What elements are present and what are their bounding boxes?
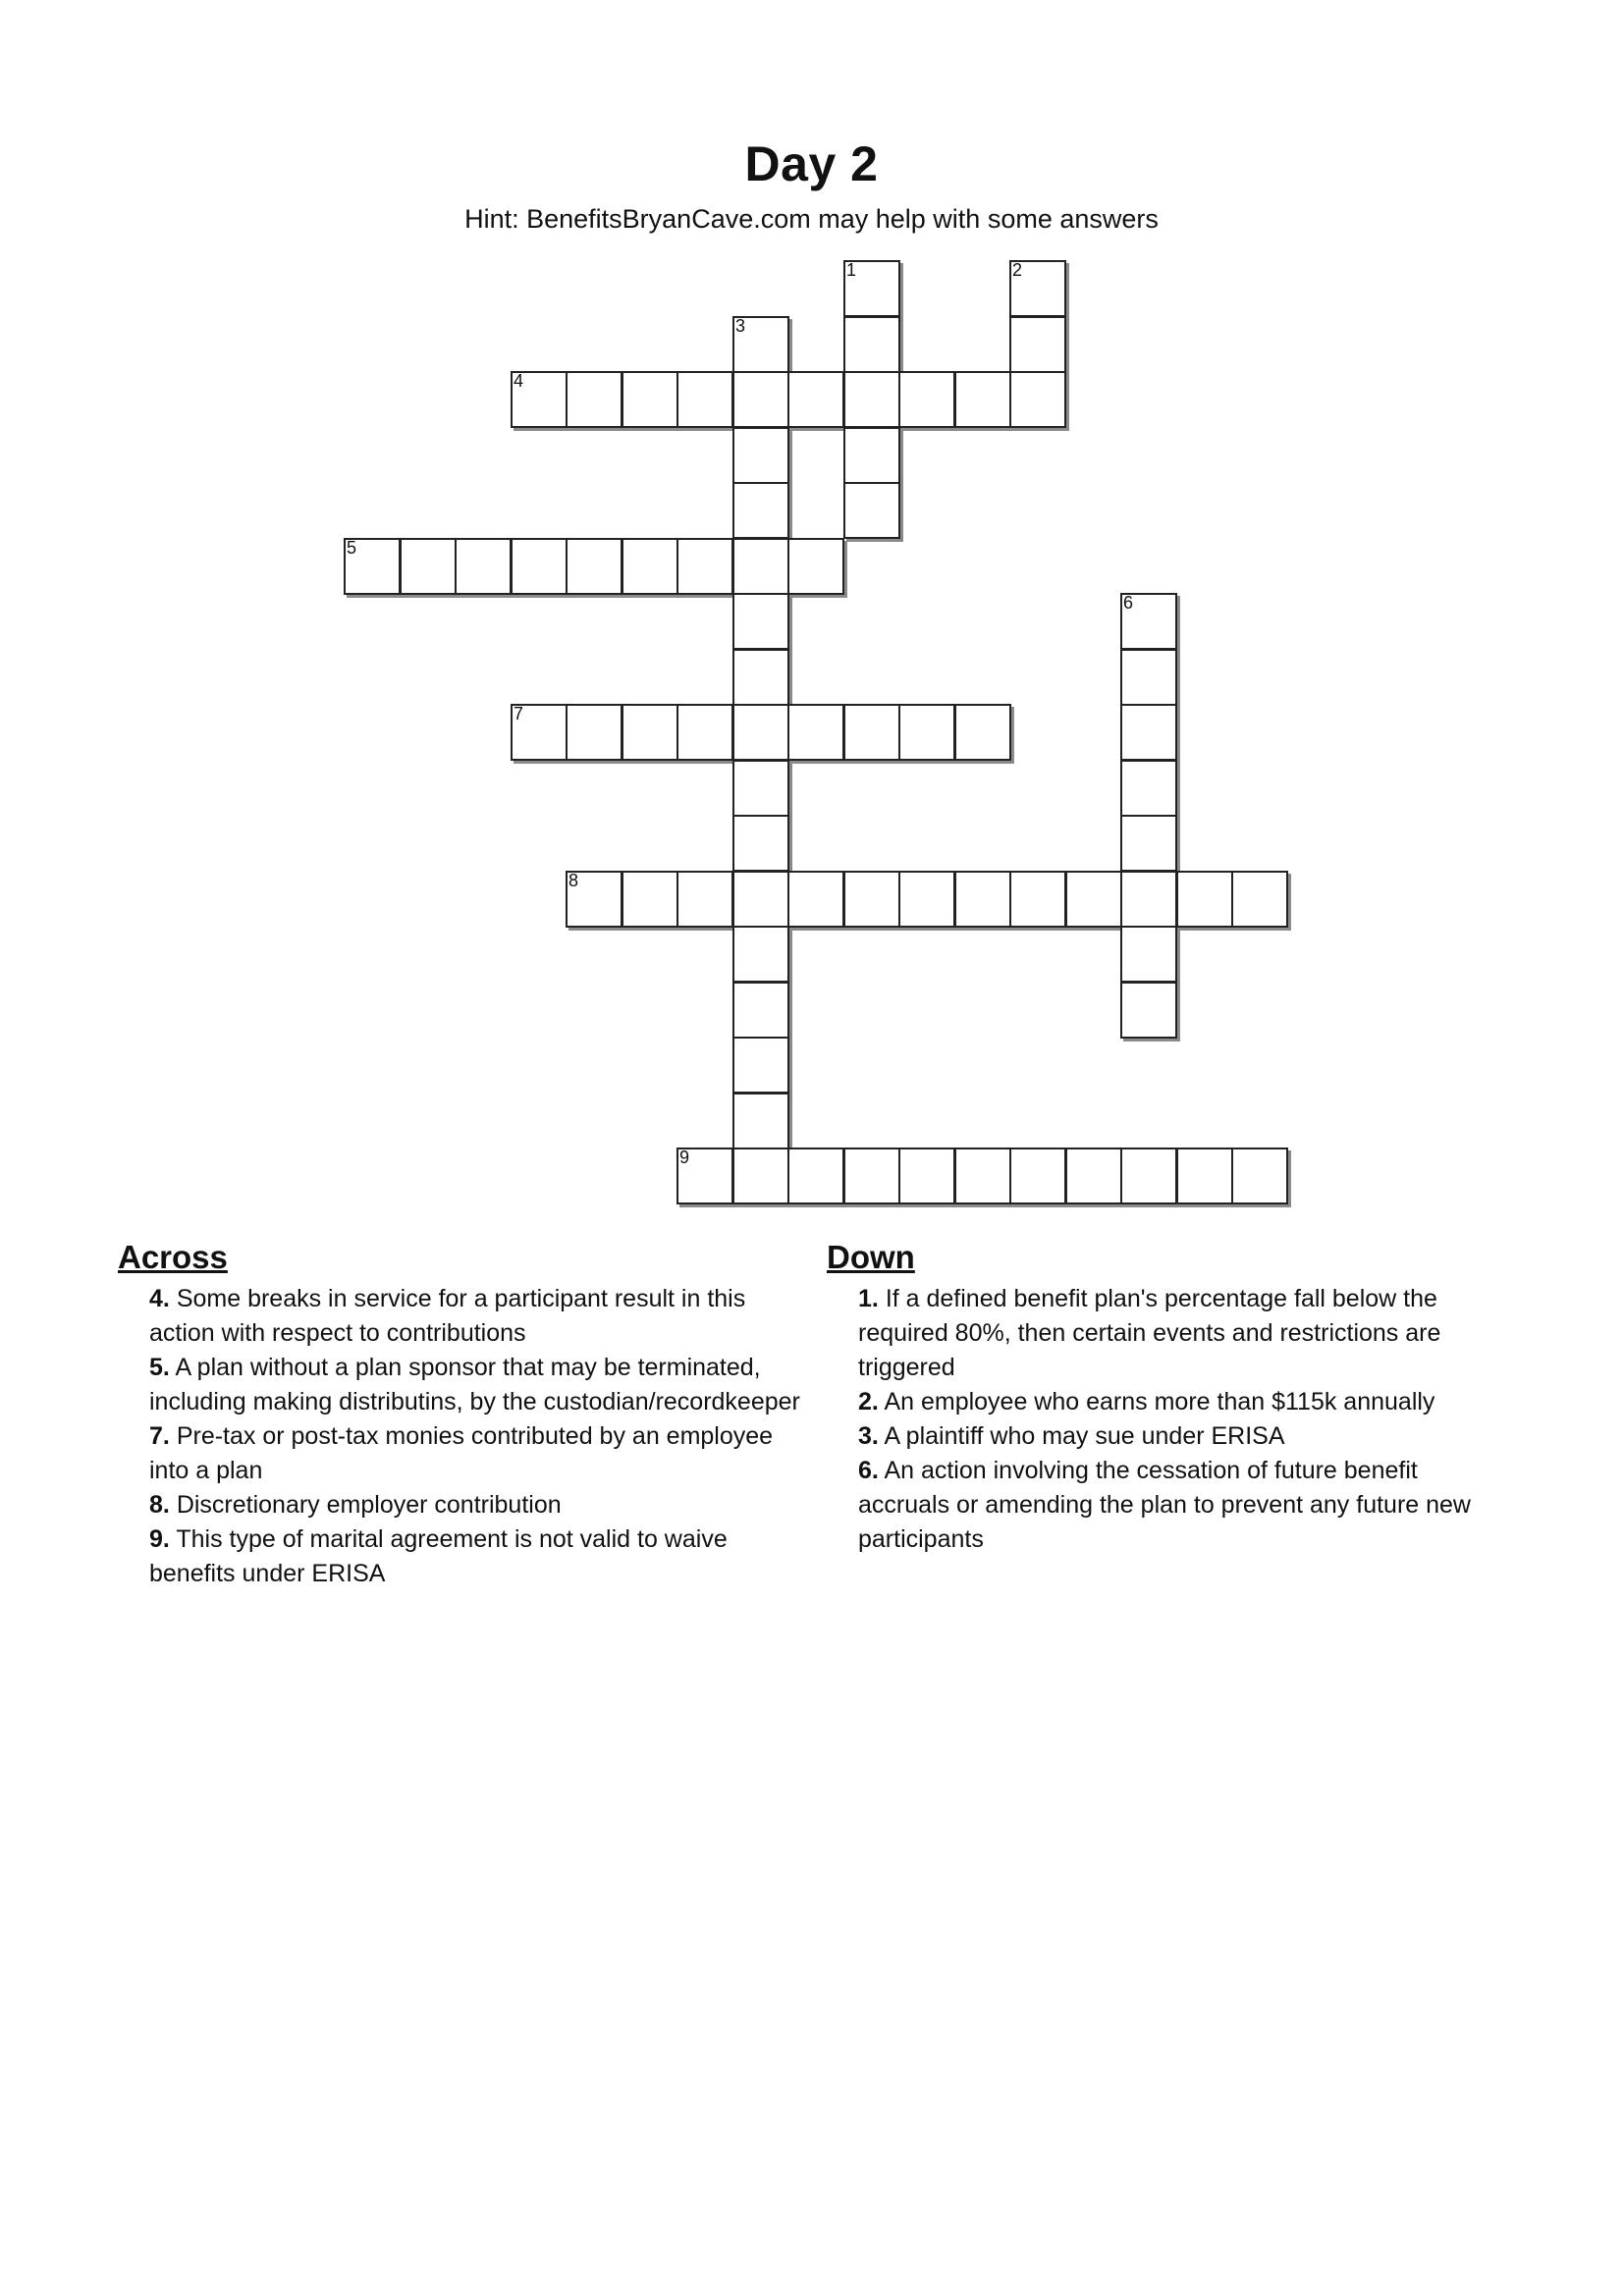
grid-cell[interactable] xyxy=(843,371,900,428)
grid-cell[interactable] xyxy=(1120,704,1177,761)
grid-cell[interactable] xyxy=(622,371,678,428)
down-clues xyxy=(827,1239,1514,1557)
grid-cell[interactable] xyxy=(566,538,622,595)
grid-cell[interactable] xyxy=(1120,871,1177,928)
clue-down-3 xyxy=(827,1419,1514,1454)
grid-cell[interactable] xyxy=(1009,371,1066,428)
grid-cell[interactable] xyxy=(732,1093,789,1149)
grid-cell[interactable] xyxy=(344,538,401,595)
clue-number: 4. xyxy=(149,1285,170,1312)
grid-cell[interactable] xyxy=(622,871,678,928)
grid-cell[interactable] xyxy=(676,871,733,928)
clue-across-5 xyxy=(118,1351,805,1419)
grid-cell[interactable] xyxy=(843,704,900,761)
grid-cell[interactable] xyxy=(1009,871,1066,928)
clue-across-4 xyxy=(118,1282,805,1351)
grid-cell[interactable] xyxy=(898,1148,955,1204)
grid-cell[interactable] xyxy=(787,704,844,761)
grid-cell[interactable] xyxy=(732,815,789,872)
clue-text: Some breaks in service for a participant result in this action with respect to contributions xyxy=(149,1285,746,1347)
grid-cell[interactable] xyxy=(1120,926,1177,983)
grid-cell[interactable] xyxy=(1176,871,1233,928)
clue-text: A plaintiff who may sue under ERISA xyxy=(884,1422,1285,1450)
clue-down-2 xyxy=(827,1385,1514,1419)
grid-cell[interactable] xyxy=(1120,1148,1177,1204)
grid-cell[interactable] xyxy=(954,371,1011,428)
grid-cell[interactable] xyxy=(732,1037,789,1094)
grid-cell[interactable] xyxy=(1120,760,1177,817)
grid-cell[interactable] xyxy=(732,760,789,817)
grid-cell[interactable] xyxy=(843,427,900,484)
down-heading: Down xyxy=(827,1239,915,1275)
grid-cell[interactable] xyxy=(954,1148,1011,1204)
cell-number: 8 xyxy=(568,871,579,890)
grid-cell[interactable] xyxy=(732,871,789,928)
grid-cell[interactable] xyxy=(1120,982,1177,1039)
across-clue-list xyxy=(118,1282,805,1591)
clue-text: If a defined benefit plan's percentage fall below the required 80%, then certain events and restrictions are triggered xyxy=(858,1285,1441,1381)
grid-cell[interactable] xyxy=(511,704,568,761)
clue-down-6 xyxy=(827,1454,1514,1557)
grid-cell[interactable] xyxy=(732,316,789,373)
cell-number: 6 xyxy=(1123,593,1134,613)
grid-cell[interactable] xyxy=(843,260,900,317)
hint-text: Hint: BenefitsBryanCave.com may help with some answers xyxy=(464,204,1159,234)
grid-cell[interactable] xyxy=(1231,1148,1288,1204)
clue-number: 6. xyxy=(858,1457,879,1484)
clue-down-1 xyxy=(827,1282,1514,1385)
clue-across-8 xyxy=(118,1488,805,1522)
grid-cell[interactable] xyxy=(622,704,678,761)
grid-cell[interactable] xyxy=(898,371,955,428)
grid-cell[interactable] xyxy=(511,371,568,428)
grid-cell[interactable] xyxy=(1120,593,1177,650)
grid-cell[interactable] xyxy=(1009,316,1066,373)
clue-number: 9. xyxy=(149,1525,170,1553)
grid-cell[interactable] xyxy=(566,704,622,761)
grid-cell[interactable] xyxy=(566,871,622,928)
grid-cell[interactable] xyxy=(676,538,733,595)
grid-cell[interactable] xyxy=(1009,260,1066,317)
grid-cell[interactable] xyxy=(1120,649,1177,706)
grid-cell[interactable] xyxy=(511,538,568,595)
grid-cell[interactable] xyxy=(676,371,733,428)
grid-cell[interactable] xyxy=(787,871,844,928)
grid-cell[interactable] xyxy=(1065,1148,1122,1204)
grid-cell[interactable] xyxy=(954,871,1011,928)
grid-cell[interactable] xyxy=(676,704,733,761)
grid-cell[interactable] xyxy=(843,482,900,539)
grid-cell[interactable] xyxy=(787,538,844,595)
clue-text: An action involving the cessation of future benefit accruals or amending the plan to prevent any future new participants xyxy=(858,1457,1471,1553)
cell-number: 7 xyxy=(514,704,524,723)
across-clues xyxy=(118,1239,805,1591)
grid-cell[interactable] xyxy=(1009,1148,1066,1204)
cell-number: 4 xyxy=(514,371,524,391)
grid-cell[interactable] xyxy=(732,371,789,428)
grid-cell[interactable] xyxy=(1120,815,1177,872)
cell-number: 1 xyxy=(846,260,857,280)
grid-cell[interactable] xyxy=(732,649,789,706)
cell-number: 9 xyxy=(679,1148,690,1167)
clue-number: 3. xyxy=(858,1422,879,1450)
grid-cell[interactable] xyxy=(455,538,512,595)
grid-cell[interactable] xyxy=(566,371,622,428)
grid-cell[interactable] xyxy=(843,1148,900,1204)
grid-cell[interactable] xyxy=(843,871,900,928)
grid-cell[interactable] xyxy=(1065,871,1122,928)
clue-across-7 xyxy=(118,1419,805,1488)
grid-cell[interactable] xyxy=(676,1148,733,1204)
grid-cell[interactable] xyxy=(787,1148,844,1204)
across-heading: Across xyxy=(118,1239,228,1275)
clue-number: 8. xyxy=(149,1491,170,1519)
grid-cell[interactable] xyxy=(898,871,955,928)
clue-number: 1. xyxy=(858,1285,879,1312)
clue-text: Discretionary employer contribution xyxy=(176,1491,562,1519)
grid-cell[interactable] xyxy=(954,704,1011,761)
down-clue-list xyxy=(827,1282,1514,1557)
clue-text: A plan without a plan sponsor that may be terminated, including making distributins, by the custodian/recordkeeper xyxy=(149,1354,800,1415)
grid-cell[interactable] xyxy=(1231,871,1288,928)
clue-across-9 xyxy=(118,1522,805,1591)
grid-cell[interactable] xyxy=(732,926,789,983)
clue-number: 7. xyxy=(149,1422,170,1450)
grid-cell[interactable] xyxy=(732,482,789,539)
clue-text: Pre-tax or post-tax monies contributed by an employee into a plan xyxy=(149,1422,774,1484)
grid-cell[interactable] xyxy=(732,593,789,650)
page-title: Day 2 xyxy=(744,136,879,191)
cell-number: 2 xyxy=(1012,260,1023,280)
grid-cell[interactable] xyxy=(732,704,789,761)
grid-cell[interactable] xyxy=(787,371,844,428)
grid-cell[interactable] xyxy=(732,982,789,1039)
grid-cell[interactable] xyxy=(843,316,900,373)
grid-cell[interactable] xyxy=(898,704,955,761)
cell-number: 5 xyxy=(347,538,357,558)
clue-text: An employee who earns more than $115k annually xyxy=(884,1388,1435,1415)
cell-number: 3 xyxy=(735,316,746,336)
grid-cell[interactable] xyxy=(1176,1148,1233,1204)
grid-cell[interactable] xyxy=(622,538,678,595)
grid-cell[interactable] xyxy=(732,1148,789,1204)
grid-cell[interactable] xyxy=(732,538,789,595)
grid-cell[interactable] xyxy=(400,538,457,595)
grid-cell[interactable] xyxy=(732,427,789,484)
clue-number: 5. xyxy=(149,1354,170,1381)
clue-text: This type of marital agreement is not valid to waive benefits under ERISA xyxy=(149,1525,728,1587)
clue-number: 2. xyxy=(858,1388,879,1415)
